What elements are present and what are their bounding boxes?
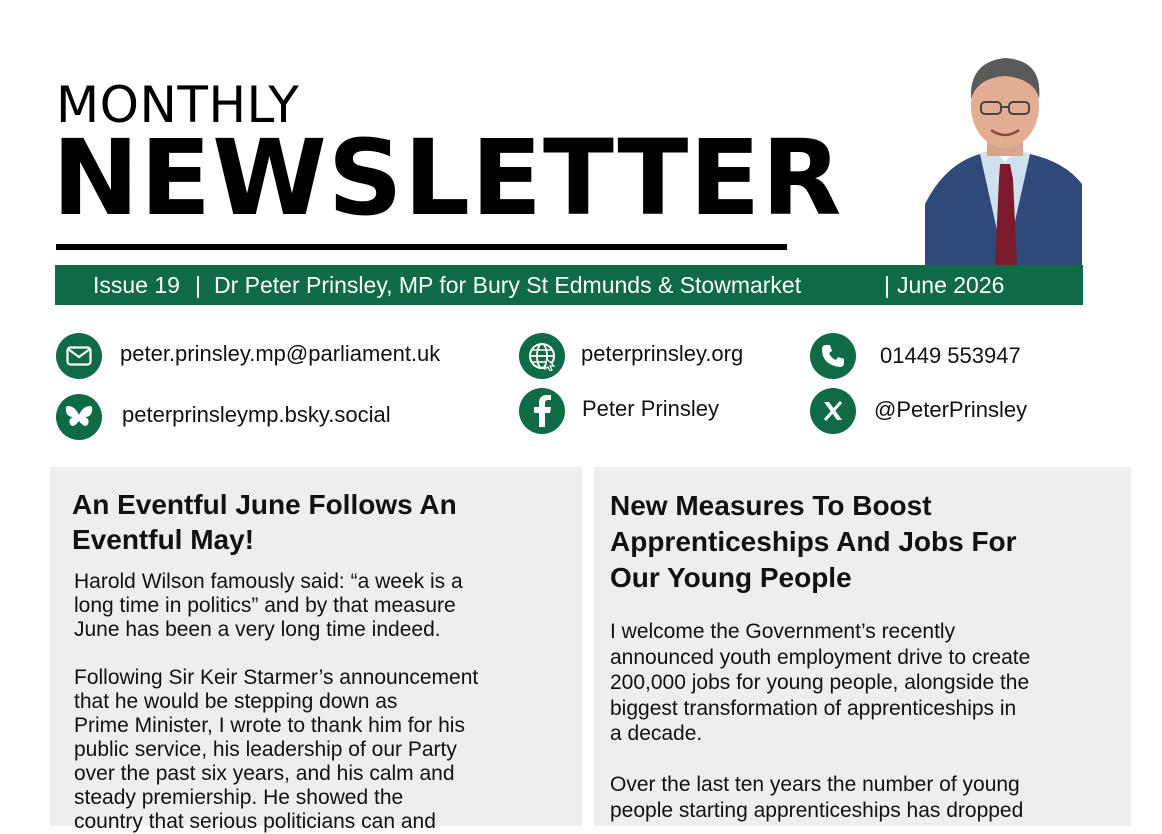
- x-icon: [810, 388, 856, 434]
- article-2-line: I welcome the Government’s recently: [610, 620, 956, 643]
- article-1-line: June has been a very long time indeed.: [74, 618, 441, 641]
- bluesky-link[interactable]: peterprinsleymp.bsky.social: [122, 402, 391, 427]
- x-handle-link[interactable]: @PeterPrinsley: [874, 397, 1028, 422]
- article-1-body: [74, 570, 574, 834]
- article-2-line: announced youth employment drive to create: [610, 645, 1031, 669]
- issue-number: Issue 19: [93, 272, 180, 298]
- phone-number[interactable]: 01449 553947: [880, 343, 1021, 368]
- mp-portrait: [925, 44, 1082, 266]
- article-2-title-line: Our Young People: [610, 562, 852, 593]
- article-1-line: over the past six years, and his calm and: [74, 762, 455, 785]
- article-1-line: steady premiership. He showed the: [74, 786, 404, 809]
- article-1-line: long time in politics” and by that measure: [74, 594, 456, 617]
- article-2-line: biggest transformation of apprenticeships in: [610, 696, 1017, 720]
- article-1-line: public service, his leadership of our Party: [74, 738, 457, 761]
- article-1-line: that he would be stepping down as: [74, 690, 398, 713]
- newsletter-heading: NEWSLETTER: [52, 117, 843, 239]
- article-1-title-line: An Eventful June Follows An: [72, 489, 457, 520]
- article-2-body: [610, 619, 1122, 823]
- facebook-icon: [519, 388, 565, 434]
- article-2-line: a decade.: [610, 722, 703, 746]
- website-link[interactable]: peterprinsley.org: [581, 341, 744, 366]
- article-1-line: Following Sir Keir Starmer’s announcement: [74, 666, 479, 689]
- issue-banner: [55, 265, 1083, 305]
- article-2-title-line: Apprenticeships And Jobs For: [610, 526, 1017, 557]
- article-1-line: Harold Wilson famously said: “a week is a: [74, 570, 463, 593]
- article-2-title: [610, 488, 1120, 596]
- article-1-title-line: Eventful May!: [72, 524, 255, 555]
- butterfly-icon: [56, 394, 102, 440]
- article-2-title-line: New Measures To Boost: [610, 490, 932, 521]
- facebook-link[interactable]: Peter Prinsley: [582, 396, 719, 421]
- article-2-line: Over the last ten years the number of young: [610, 772, 1020, 796]
- monthly-heading: MONTHLY: [56, 76, 300, 134]
- banner-date: June 2026: [897, 272, 1005, 298]
- banner-divider: |: [195, 272, 201, 298]
- article-2-line: 200,000 jobs for young people, alongside the: [610, 671, 1030, 695]
- phone-icon: [810, 333, 856, 379]
- banner-byline: Dr Peter Prinsley, MP for Bury St Edmunds & Stowmarket: [214, 272, 802, 298]
- heading-underline: [56, 244, 787, 250]
- article-2-line: people starting apprenticeships has dropped: [610, 798, 1024, 822]
- banner-divider-2: |: [884, 272, 890, 298]
- article-1-title: [72, 487, 572, 557]
- mail-icon: [56, 333, 102, 379]
- article-1-line: country that serious politicians can and: [74, 810, 436, 833]
- globe-icon: [519, 333, 565, 379]
- email-link[interactable]: peter.prinsley.mp@parliament.uk: [120, 341, 441, 366]
- article-1-line: Prime Minister, I wrote to thank him for his: [74, 714, 465, 737]
